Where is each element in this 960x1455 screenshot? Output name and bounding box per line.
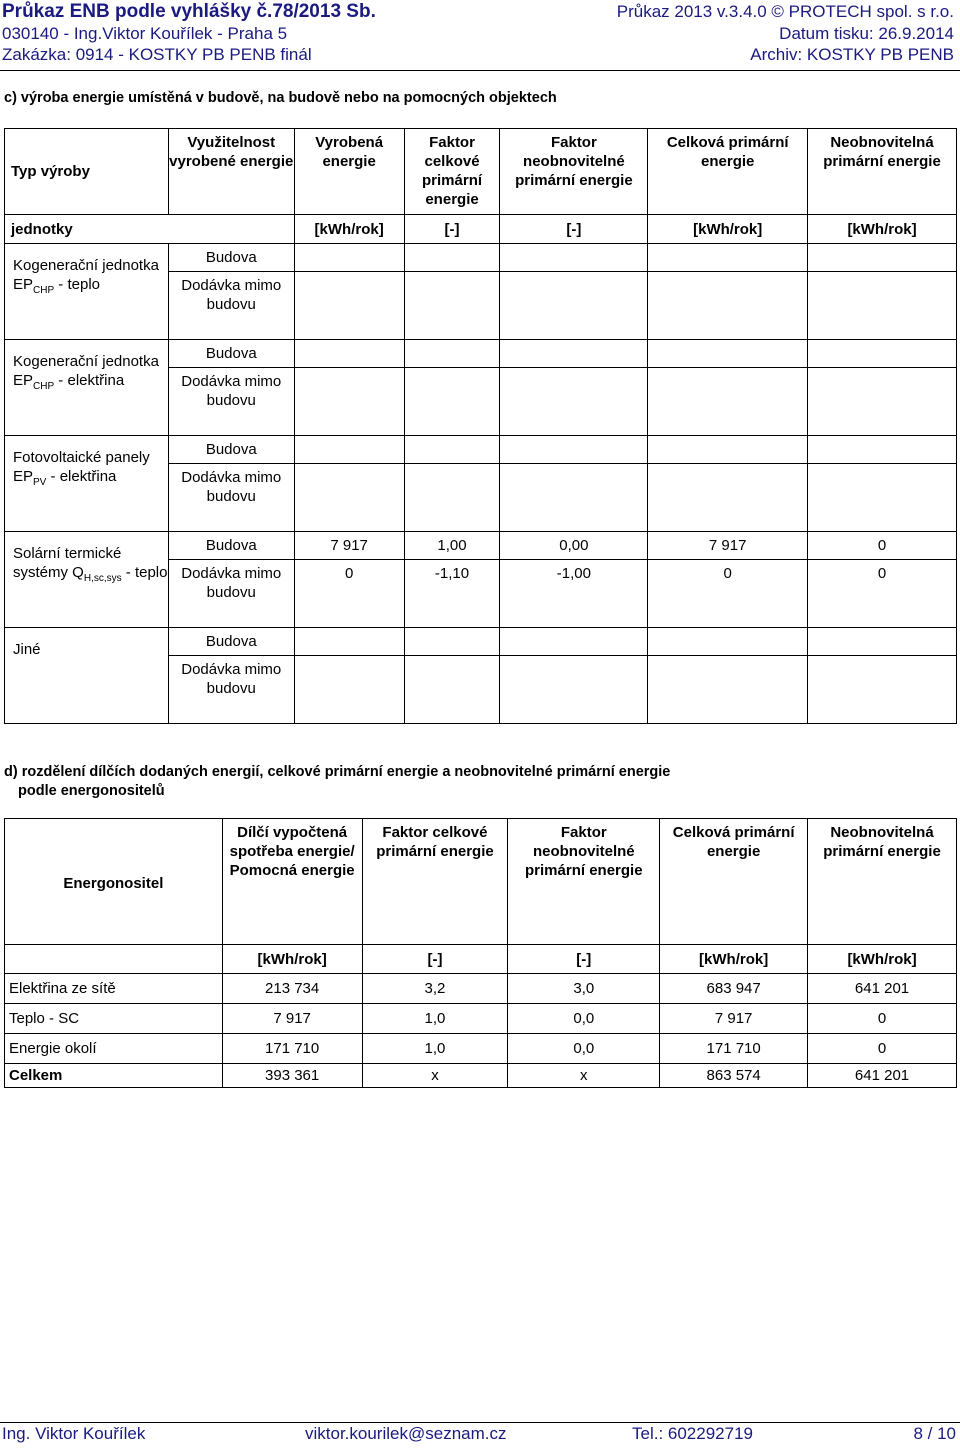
- value-cell: [808, 436, 957, 464]
- col-header-nonrenew-factor: Faktor neobnovitelné primární energie: [508, 819, 660, 945]
- value-cell: [500, 244, 648, 272]
- production-type-suffix: - teplo: [121, 564, 168, 581]
- col-header-total-primary: Celková primární energie: [648, 129, 808, 215]
- author-line: 030140 - Ing.Viktor Kouřílek - Praha 5: [2, 24, 288, 43]
- value-cell: 0,0: [508, 1034, 660, 1064]
- value-cell: [404, 244, 500, 272]
- header-divider: [0, 70, 960, 71]
- program-version: Průkaz 2013 v.3.4.0 © PROTECH spol. s r.o.: [616, 2, 954, 21]
- value-cell: [500, 464, 648, 532]
- value-cell: 171 710: [222, 1034, 362, 1064]
- value-cell: 3,0: [508, 974, 660, 1004]
- document-title: Průkaz ENB podle vyhlášky č.78/2013 Sb.: [2, 1, 376, 22]
- value-cell: 0: [808, 1004, 957, 1034]
- value-cell: [404, 436, 500, 464]
- value-cell: [294, 656, 404, 724]
- value-cell: 1,00: [404, 532, 500, 560]
- total-cell: x: [362, 1064, 508, 1088]
- production-type: [5, 436, 169, 532]
- value-cell: 0,00: [500, 532, 648, 560]
- value-cell: [808, 628, 957, 656]
- total-label: Celkem: [5, 1064, 223, 1088]
- value-cell: 3,2: [362, 974, 508, 1004]
- value-cell: [294, 368, 404, 436]
- print-date: Datum tisku: 26.9.2014: [779, 24, 954, 43]
- usability-building: Budova: [168, 340, 294, 368]
- unit-cell: [kWh/rok]: [660, 945, 808, 974]
- unit-cell-empty: [5, 945, 223, 974]
- col-header-nonrenew-factor: Faktor neobnovitelné primární energie: [500, 129, 648, 215]
- unit-cell: [kWh/rok]: [808, 945, 957, 974]
- value-cell: [808, 272, 957, 340]
- value-cell: 7 917: [294, 532, 404, 560]
- value-cell: 171 710: [660, 1034, 808, 1064]
- production-type-suffix: - teplo: [54, 276, 100, 293]
- value-cell: [648, 272, 808, 340]
- value-cell: [500, 436, 648, 464]
- value-cell: [294, 244, 404, 272]
- col-header-total-primary: Celková primární energie: [660, 819, 808, 945]
- production-type: [5, 628, 169, 724]
- value-cell: 213 734: [222, 974, 362, 1004]
- unit-cell: [-]: [500, 215, 648, 244]
- col-header-total-factor: Faktor celkové primární energie: [404, 129, 500, 215]
- value-cell: [500, 628, 648, 656]
- unit-cell: [-]: [362, 945, 508, 974]
- value-cell: 641 201: [808, 974, 957, 1004]
- unit-cell: [kWh/rok]: [222, 945, 362, 974]
- col-header-carrier: Energonositel: [5, 819, 223, 945]
- value-cell: [648, 628, 808, 656]
- value-cell: 0: [808, 1034, 957, 1064]
- value-cell: [404, 464, 500, 532]
- production-type-name: Kogenerační jednotka EP: [13, 353, 159, 389]
- usability-outside: Dodávka mimo budovu: [168, 560, 294, 628]
- value-cell: [294, 436, 404, 464]
- usability-building: Budova: [168, 532, 294, 560]
- production-type-name: Fotovoltaické panely EP: [13, 449, 150, 485]
- col-header-type: Typ výroby: [5, 129, 169, 215]
- production-type: [5, 244, 169, 340]
- energy-carrier-table: [4, 818, 957, 1088]
- production-type-suffix: - elektřina: [54, 372, 125, 389]
- value-cell: [648, 244, 808, 272]
- usability-outside: Dodávka mimo budovu: [168, 656, 294, 724]
- usability-outside: Dodávka mimo budovu: [168, 368, 294, 436]
- value-cell: [808, 340, 957, 368]
- usability-building: Budova: [168, 436, 294, 464]
- carrier-name: Elektřina ze sítě: [5, 974, 223, 1004]
- production-type-name: Kogenerační jednotka EP: [13, 257, 159, 293]
- value-cell: [404, 272, 500, 340]
- col-header-total-factor: Faktor celkové primární energie: [362, 819, 508, 945]
- carrier-name: Energie okolí: [5, 1034, 223, 1064]
- value-cell: [500, 368, 648, 436]
- footer-email: viktor.kourilek@seznam.cz: [305, 1424, 507, 1443]
- value-cell: [808, 464, 957, 532]
- value-cell: [648, 368, 808, 436]
- value-cell: 0: [808, 560, 957, 628]
- usability-outside: Dodávka mimo budovu: [168, 464, 294, 532]
- production-type-suffix: - elektřina: [46, 468, 117, 485]
- production-type: [5, 532, 169, 628]
- total-cell: 393 361: [222, 1064, 362, 1088]
- usability-building: Budova: [168, 628, 294, 656]
- document-footer: [0, 1424, 960, 1448]
- value-cell: [808, 244, 957, 272]
- value-cell: [294, 464, 404, 532]
- value-cell: [648, 464, 808, 532]
- col-header-usability: Využitelnost vyrobené energie: [168, 129, 294, 215]
- col-header-produced: Vyrobená energie: [294, 129, 404, 215]
- usability-outside: Dodávka mimo budovu: [168, 272, 294, 340]
- value-cell: 0: [648, 560, 808, 628]
- value-cell: 1,0: [362, 1004, 508, 1034]
- archive-line: Archiv: KOSTKY PB PENB: [750, 45, 954, 64]
- production-table: [4, 128, 957, 724]
- value-cell: [294, 272, 404, 340]
- document-header: [0, 0, 960, 70]
- unit-cell: [-]: [508, 945, 660, 974]
- units-label: jednotky: [5, 215, 295, 244]
- production-type-subscript: CHP: [33, 381, 55, 392]
- footer-page: 8 / 10: [913, 1424, 956, 1443]
- value-cell: 7 917: [222, 1004, 362, 1034]
- usability-building: Budova: [168, 244, 294, 272]
- total-cell: 641 201: [808, 1064, 957, 1088]
- order-line: Zakázka: 0914 - KOSTKY PB PENB finál: [2, 45, 312, 64]
- carrier-name: Teplo - SC: [5, 1004, 223, 1034]
- section-d-heading-line2: podle energonositelů: [18, 783, 165, 799]
- production-type-name: Jiné: [13, 641, 41, 658]
- col-header-nonrenew-primary: Neobnovitelná primární energie: [808, 129, 957, 215]
- value-cell: [404, 656, 500, 724]
- value-cell: -1,10: [404, 560, 500, 628]
- value-cell: 7 917: [660, 1004, 808, 1034]
- value-cell: 0,0: [508, 1004, 660, 1034]
- value-cell: 7 917: [648, 532, 808, 560]
- value-cell: [404, 340, 500, 368]
- value-cell: [648, 340, 808, 368]
- total-cell: 863 574: [660, 1064, 808, 1088]
- value-cell: [648, 436, 808, 464]
- unit-cell: [kWh/rok]: [648, 215, 808, 244]
- section-d-heading-line1: d) rozdělení dílčích dodaných energií, celkové primární energie a neobnovitelné primární energie: [4, 764, 671, 780]
- value-cell: [404, 368, 500, 436]
- value-cell: 683 947: [660, 974, 808, 1004]
- value-cell: [808, 368, 957, 436]
- value-cell: [294, 628, 404, 656]
- production-type-subscript: H,sc,sys: [83, 573, 122, 584]
- value-cell: [500, 656, 648, 724]
- value-cell: -1,00: [500, 560, 648, 628]
- value-cell: [648, 656, 808, 724]
- value-cell: 0: [808, 532, 957, 560]
- value-cell: [500, 272, 648, 340]
- production-type-subscript: PV: [33, 477, 47, 488]
- value-cell: [500, 340, 648, 368]
- value-cell: [404, 628, 500, 656]
- footer-phone: Tel.: 602292719: [632, 1424, 753, 1443]
- value-cell: 1,0: [362, 1034, 508, 1064]
- footer-name: Ing. Viktor Kouřílek: [2, 1424, 146, 1443]
- unit-cell: [-]: [404, 215, 500, 244]
- col-header-nonrenew-primary: Neobnovitelná primární energie: [808, 819, 957, 945]
- value-cell: [294, 340, 404, 368]
- section-c-heading: c) výroba energie umístěná v budově, na budově nebo na pomocných objektech: [4, 90, 557, 106]
- footer-divider: [0, 1422, 960, 1423]
- production-type: [5, 340, 169, 436]
- total-cell: x: [508, 1064, 660, 1088]
- value-cell: 0: [294, 560, 404, 628]
- value-cell: [808, 656, 957, 724]
- col-header-consumption: Dílčí vypočtená spotřeba energie/ Pomocná energie: [222, 819, 362, 945]
- production-type-name: Solární termické systémy Q: [13, 545, 122, 581]
- production-type-subscript: CHP: [33, 285, 55, 296]
- unit-cell: [kWh/rok]: [294, 215, 404, 244]
- unit-cell: [kWh/rok]: [808, 215, 957, 244]
